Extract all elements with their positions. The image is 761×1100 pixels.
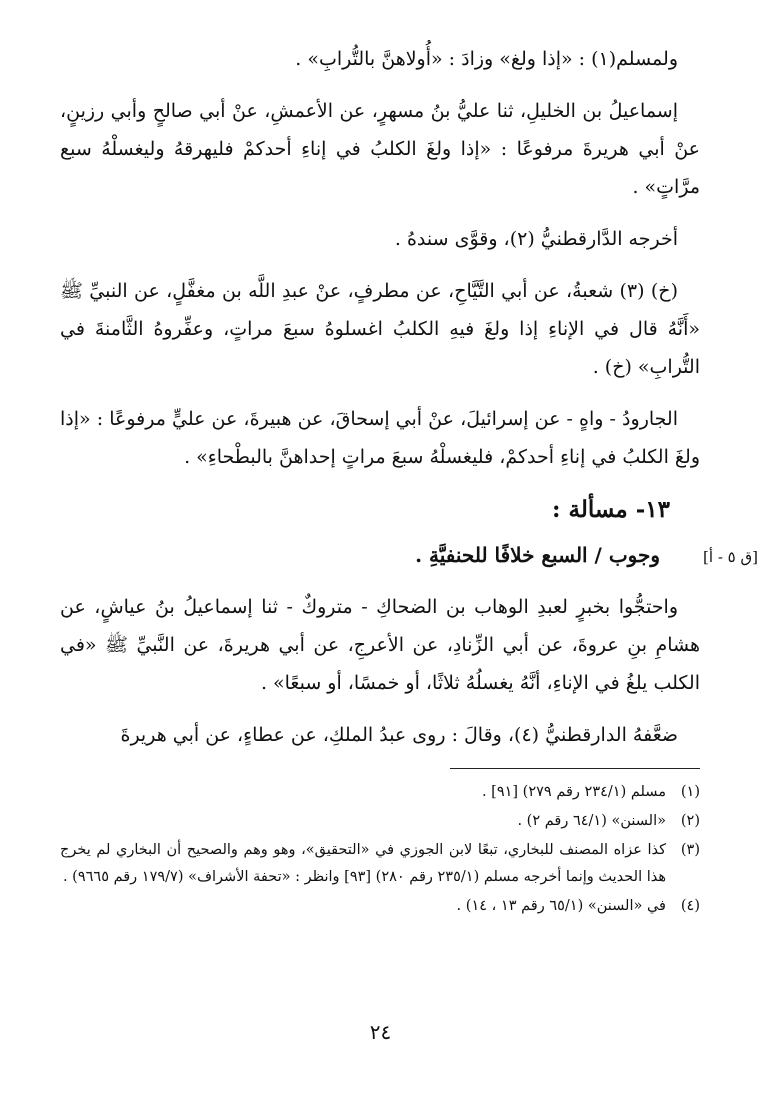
footnote [60,893,700,920]
manuscript-margin-note: [ق ٥ - أ] [703,548,758,566]
section-heading: ١٣- مسألة : [552,496,670,523]
footnote [60,808,700,835]
page-content [60,40,758,922]
paragraph-shuba-chain: (خ) (٣) شعبةُ، عن أبي التَّيَّاحِ، عن مطرفٍ، عنْ عبدِ اللَّه بن مغفَّلٍ، عن النبيِّ ﷺ «أَنَّهُ قال في الإناءِ إذا ولغَ فيهِ الكلبُ اغسلوهُ سبعَ مراتٍ، وعفِّروهُ الثَّامنةَ في التُّرابِ» (خ) . [60,280,700,378]
footnote-number: (٤) [680,898,700,914]
section-subheading-row [60,536,758,574]
footnote [60,837,700,891]
section-subheading: وجوب / السبع خلافًا للحنفيَّةِ . [415,543,660,567]
footnote-text: كذا عزاه المصنف للبخاري، تبعًا لابن الجوزي في «التحقيق»، وهو وهم والصحيح أن البخاري لم يخرج هذا الحديث وإنما أخرجه مسلم (٢٣٥/١ رقم ٢٨٠) [٩٣] وانظر : «تحفة الأشراف» (١٧٩/٧ رقم ٩٦٦٥) . [60,842,666,885]
footnote-number: (٣) [680,842,700,858]
footnote-divider [450,768,700,769]
paragraph-daraqutni-note: أخرجه الدَّارقطنيُّ (٢)، وقوَّى سندهُ . [394,228,678,250]
footnote-text: «السنن» (٦٤/١ رقم ٢) . [517,813,666,829]
paragraph-daraqutni-weakening: ضعَّفهُ الدارقطنيُّ (٤)، وقالَ : روى عبدُ الملكِ، عن عطاءٍ، عن أبي هريرةَ [120,724,678,746]
paragraph-abdulwahhab-chain: واحتجُّوا بخبرٍ لعبدِ الوهاب بن الضحاكِ - متروكٌ - ثنا إسماعيلُ بنُ عياشٍ، عن هشامِ بنِ عروةَ، عن أبي الزِّنادِ، عن الأعرجِ، عن أبي هريرةَ، عن النَّبيِّ ﷺ «في الكلب يلغُ في الإناءِ، أنَّهُ يغسلُهُ ثلاثًا، أو خمسًا، أو سبعًا» . [60,596,700,694]
footnotes [60,779,700,920]
footnote-number: (٢) [680,813,700,829]
footnote [60,779,700,806]
footnote-number: (١) [680,784,700,800]
paragraph-muslim-addition: ولمسلم(١) : «إذا ولغ» وزادَ : «أُولاهنَّ بالتُّرابِ» . [295,48,678,70]
footnote-text: مسلم (٢٣٤/١ رقم ٢٧٩) [٩١] . [481,784,666,800]
paragraph-ismail-chain: إسماعيلُ بن الخليلِ، ثنا عليُّ بنُ مسهرٍ، عن الأعمشِ، عنْ أبي صالحٍ وأبي رزينٍ، عنْ أبي هريرةَ مرفوعًا : «إذا ولغَ الكلبُ في إناءِ أحدكمْ فليهرقهُ وليغسلْهُ سبع مرَّاتٍ» . [60,100,700,198]
footnote-text: في «السنن» (٦٥/١ رقم ١٣ ، ١٤) . [456,898,666,914]
page-number: ٢٤ [369,1020,392,1044]
paragraph-jarud-chain: الجارودُ - واهٍ - عن إسرائيلَ، عنْ أبي إسحاقَ، عن هبيرةَ، عن عليٍّ مرفوعًا : «إذا ولغَ الكلبُ في إناءِ أحدكمْ، فليغسلْهُ سبعَ مراتٍ إحداهنَّ بالبطْحاءِ» . [60,408,700,468]
